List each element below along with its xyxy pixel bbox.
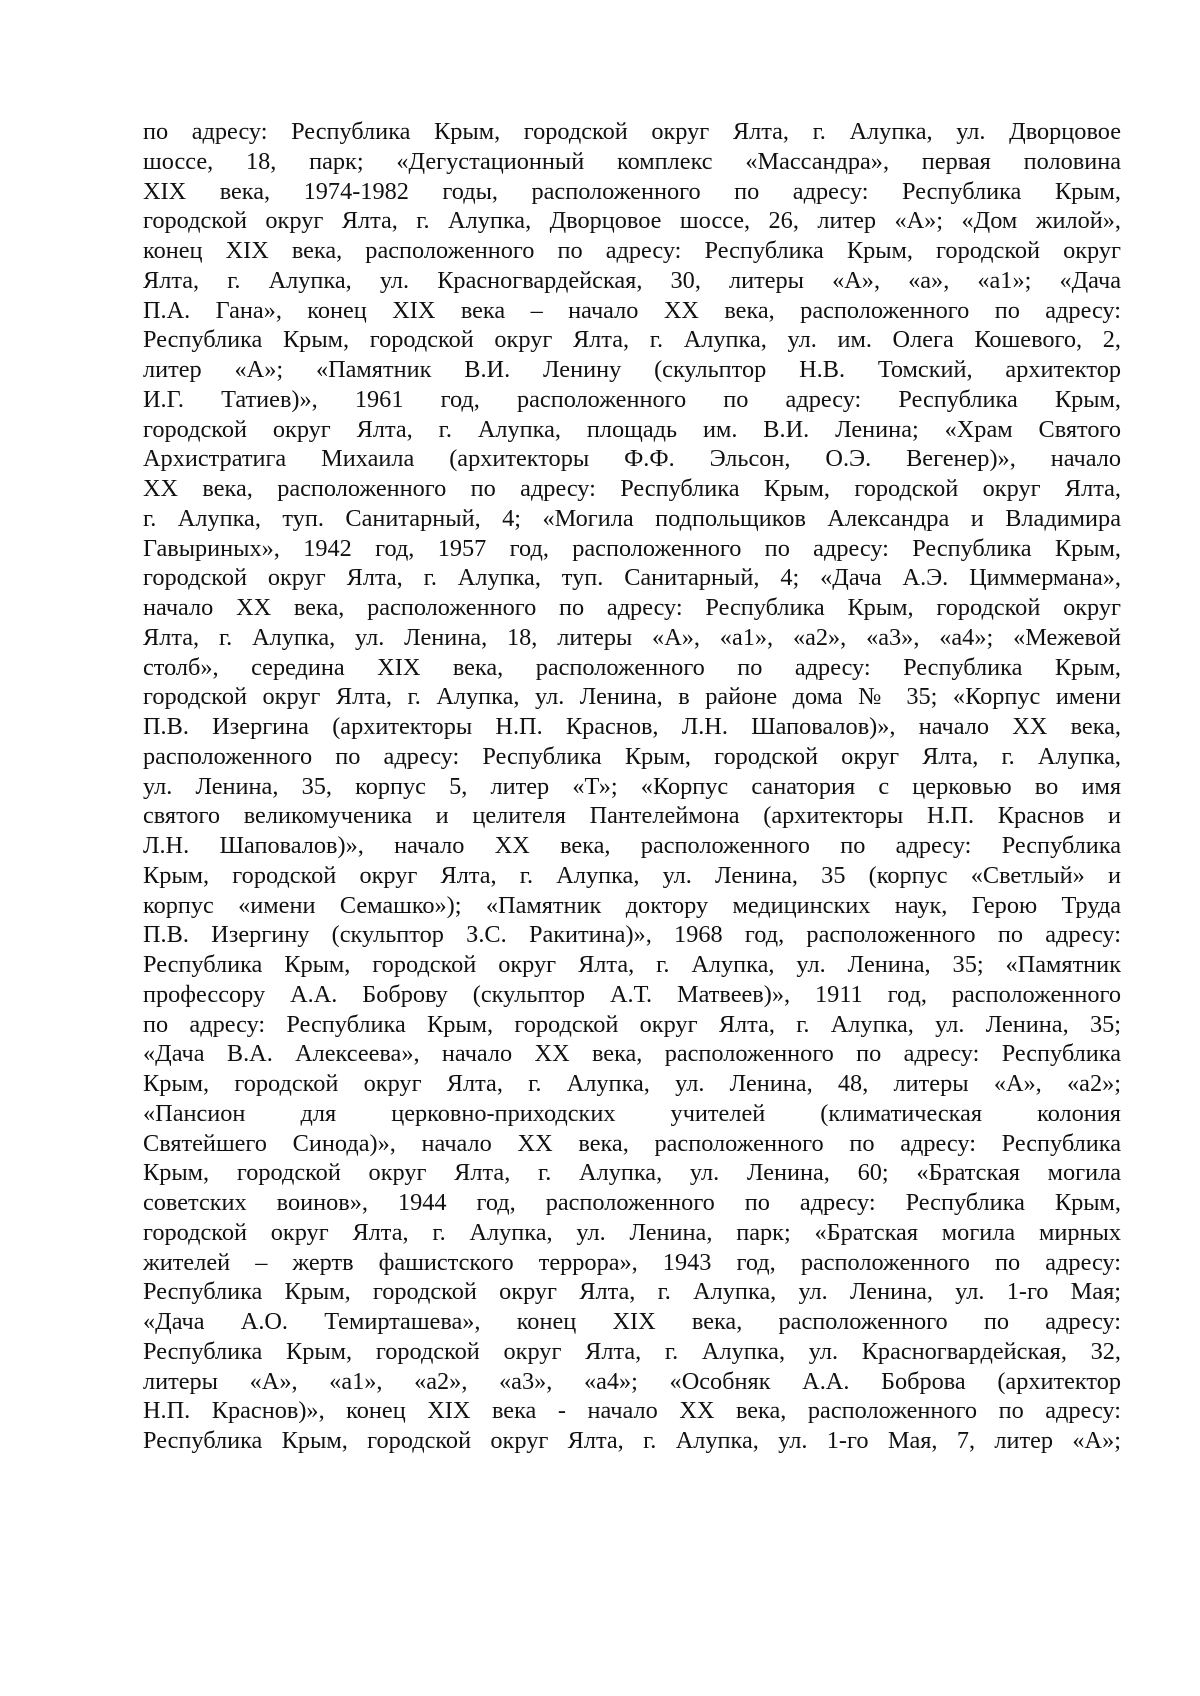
text-line: Республика Крым, городской округ Ялта, г. Алупка, ул. им. Олега Кошевого, 2, — [143, 326, 1121, 354]
text-line: расположенного по адресу: Республика Крым, городской округ Ялта, г. Алупка, — [143, 742, 1121, 770]
text-line: корпус «имени Семашко»); «Памятник доктору медицинских наук, Герою Труда — [143, 891, 1121, 919]
text-line: XX века, расположенного по адресу: Республика Крым, городской округ Ялта, — [143, 475, 1121, 502]
text-line: городской округ Ялта, г. Алупка, ул. Ленина, в районе дома № 35; «Корпус имени — [143, 683, 1121, 711]
text-line: XIX века, 1974-1982 годы, расположенного по адресу: Республика Крым, — [143, 177, 1121, 205]
text-line: Республика Крым, городской округ Ялта, г. Алупка, ул. 1-го Мая, 7, литер «А»; — [143, 1427, 1121, 1454]
text-line: городской округ Ялта, г. Алупка, туп. Санитарный, 4; «Дача А.Э. Циммермана», — [143, 564, 1121, 592]
text-line: П.В. Изергина (архитекторы Н.П. Краснов, Л.Н. Шаповалов)», начало XX века, — [143, 713, 1121, 740]
text-line: Ялта, г. Алупка, ул. Красногвардейская, 30, литеры «А», «а», «а1»; «Дача — [143, 266, 1121, 294]
body-text — [143, 117, 1121, 1456]
text-line: советских воинов», 1944 год, расположенного по адресу: Республика Крым, — [143, 1189, 1121, 1216]
text-line: городской округ Ялта, г. Алупка, ул. Ленина, парк; «Братская могила мирных — [143, 1218, 1121, 1246]
text-line: Крым, городской округ Ялта, г. Алупка, ул. Ленина, 35 (корпус «Светлый» и — [143, 861, 1121, 889]
text-line: г. Алупка, туп. Санитарный, 4; «Могила подпольщиков Александра и Владимира — [143, 504, 1121, 532]
text-line: Гавыриных», 1942 год, 1957 год, расположенного по адресу: Республика Крым, — [143, 534, 1121, 562]
text-line: Крым, городской округ Ялта, г. Алупка, ул. Ленина, 60; «Братская могила — [143, 1159, 1121, 1187]
text-line: святого великомученика и целителя Пантелеймона (архитекторы Н.П. Краснов и — [143, 802, 1121, 830]
text-line: Республика Крым, городской округ Ялта, г. Алупка, ул. Красногвардейская, 32, — [143, 1337, 1121, 1365]
text-line: ул. Ленина, 35, корпус 5, литер «Т»; «Корпус санатория с церковью во имя — [143, 772, 1121, 800]
text-line: Республика Крым, городской округ Ялта, г. Алупка, ул. Ленина, 35; «Памятник — [143, 951, 1121, 978]
text-line: Крым, городской округ Ялта, г. Алупка, ул. Ленина, 48, литеры «А», «а2»; — [143, 1070, 1121, 1097]
text-line: П.В. Изергину (скульптор З.С. Ракитина)», 1968 год, расположенного по адресу: — [143, 921, 1121, 949]
text-line: по адресу: Республика Крым, городской округ Ялта, г. Алупка, ул. Ленина, 35; — [143, 1010, 1121, 1038]
text-line: литеры «А», «а1», «а2», «а3», «а4»; «Особняк А.А. Боброва (архитектор — [143, 1367, 1121, 1395]
text-line: конец XIX века, расположенного по адресу: Республика Крым, городской округ — [143, 237, 1121, 264]
text-line: городской округ Ялта, г. Алупка, площадь им. В.И. Ленина; «Храм Святого — [143, 415, 1121, 443]
text-line: «Пансион для церковно-приходских учителей (климатическая колония — [143, 1099, 1121, 1127]
text-line: Л.Н. Шаповалов)», начало XX века, расположенного по адресу: Республика — [143, 832, 1121, 859]
text-line: жителей – жертв фашистского террора», 1943 год, расположенного по адресу: — [143, 1248, 1121, 1276]
text-line: городской округ Ялта, г. Алупка, Дворцовое шоссе, 26, литер «А»; «Дом жилой», — [143, 207, 1121, 235]
text-line: по адресу: Республика Крым, городской округ Ялта, г. Алупка, ул. Дворцовое — [143, 118, 1121, 145]
text-line: Архистратига Михаила (архитекторы Ф.Ф. Эльсон, О.Э. Вегенер)», начало — [143, 445, 1121, 473]
text-line: «Дача В.А. Алексеева», начало XX века, расположенного по адресу: Республика — [143, 1040, 1121, 1068]
text-line: профессору А.А. Боброву (скульптор А.Т. Матвеев)», 1911 год, расположенного — [143, 980, 1121, 1008]
text-line: П.А. Гана», конец XIX века – начало XX века, расположенного по адресу: — [143, 296, 1121, 324]
text-line: И.Г. Татиев)», 1961 год, расположенного по адресу: Республика Крым, — [143, 385, 1121, 413]
text-line: «Дача А.О. Темирташева», конец XIX века, расположенного по адресу: — [143, 1308, 1121, 1335]
text-line: Н.П. Краснов)», конец XIX века - начало XX века, расположенного по адресу: — [143, 1397, 1121, 1425]
text-line: столб», середина XIX века, расположенного по адресу: Республика Крым, — [143, 653, 1121, 681]
text-line: Республика Крым, городской округ Ялта, г. Алупка, ул. Ленина, ул. 1-го Мая; — [143, 1278, 1121, 1306]
text-line: литер «А»; «Памятник В.И. Ленину (скульптор Н.В. Томский, архитектор — [143, 356, 1121, 383]
text-line: Святейшего Синода)», начало XX века, расположенного по адресу: Республика — [143, 1129, 1121, 1157]
text-line: шоссе, 18, парк; «Дегустационный комплекс «Массандра», первая половина — [143, 147, 1121, 175]
text-line: начало XX века, расположенного по адресу: Республика Крым, городской округ — [143, 594, 1121, 621]
text-line: Ялта, г. Алупка, ул. Ленина, 18, литеры «А», «а1», «а2», «а3», «а4»; «Межевой — [143, 623, 1121, 651]
